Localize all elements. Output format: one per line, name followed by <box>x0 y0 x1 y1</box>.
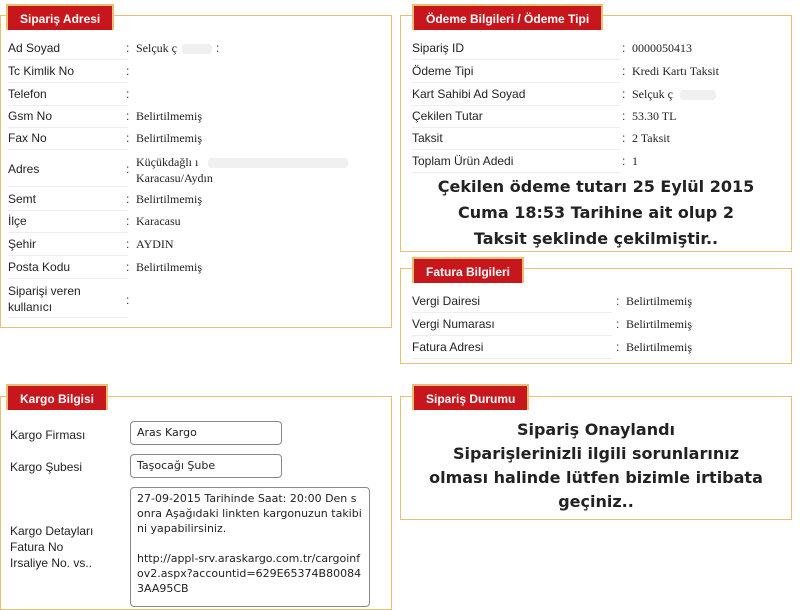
durum-message-line: olması halinde lütfen bizimle irtibata <box>429 468 763 487</box>
value-siparis-id: 0000050413 <box>632 41 692 55</box>
colon: : <box>622 41 626 55</box>
row-taksit <box>412 131 620 150</box>
value-fax: Belirtilmemiş <box>136 131 202 145</box>
row-telefon <box>8 87 128 106</box>
kargo-firmasi-field[interactable]: Aras Kargo <box>130 421 282 445</box>
label-fax: Fax No <box>8 131 47 145</box>
label-taksit: Taksit <box>412 131 443 145</box>
value-toplam-urun: 1 <box>632 154 638 168</box>
label-fatura-no: Fatura No <box>10 540 64 554</box>
colon: : <box>622 154 626 168</box>
label-siparisi-veren: Siparişi veren <box>8 284 81 298</box>
colon: : <box>126 293 130 307</box>
label-ilce: İlçe <box>8 214 27 228</box>
row-siparis-id <box>412 41 620 60</box>
siparis-durumu-message <box>402 418 790 514</box>
redacted-block <box>680 90 716 100</box>
label-fatura-adresi: Fatura Adresi <box>412 340 484 354</box>
row-kart-sahibi <box>412 87 620 106</box>
label-vergi-dairesi: Vergi Dairesi <box>412 294 481 308</box>
row-fatura-adresi <box>412 340 612 359</box>
odeme-message-line: Çekilen ödeme tutarı 25 Eylül 2015 <box>437 177 755 196</box>
row-cekilen-tutar <box>412 109 620 128</box>
row-semt <box>8 192 128 211</box>
row-toplam-urun <box>412 154 620 173</box>
row-siparisi-veren <box>8 284 128 318</box>
label-kargo-firmasi: Kargo Firması <box>10 428 86 442</box>
colon: : <box>126 162 130 176</box>
colon: : <box>622 87 626 101</box>
odeme-message-line: Taksit şeklinde çekilmiştir.. <box>473 229 719 248</box>
colon: : <box>126 131 130 145</box>
label-kullanici: kullanıcı <box>8 300 53 314</box>
label-semt: Semt <box>8 192 37 206</box>
row-vergi-numarasi <box>412 317 612 336</box>
durum-message-line: geçiniz.. <box>558 492 634 511</box>
colon: : <box>622 64 626 78</box>
row-sehir <box>8 237 128 256</box>
colon: : <box>126 64 130 78</box>
kargo-detay-textarea[interactable]: 27-09-2015 Tarihinde Saat: 20:00 Den sonra Aşağıdaki linkten kargonuzun takibini yapabilirsiniz. http://appl-srv.araskargo.com.tr/cargoinfov2.aspx?accountid=629E65374B800843AA95CB <box>130 487 370 607</box>
value-gsm: Belirtilmemiş <box>136 109 202 123</box>
siparis-durumu-title: Sipariş Durumu <box>412 384 529 410</box>
row-ilce <box>8 214 128 233</box>
row-tc-kimlik <box>8 64 128 83</box>
kargo-subesi-field[interactable]: Taşocağı Şube <box>130 454 282 478</box>
colon: : <box>616 317 620 331</box>
siparis-adresi-title: Sipariş Adresi <box>6 4 114 30</box>
label-posta-kodu: Posta Kodu <box>8 260 71 274</box>
redacted-block <box>182 44 212 54</box>
colon: : <box>126 192 130 206</box>
value-kart-sahibi: Selçuk ç <box>632 87 673 101</box>
colon: : <box>622 109 626 123</box>
label-vergi-numarasi: Vergi Numarası <box>412 317 495 331</box>
label-kargo-subesi: Kargo Şubesi <box>10 460 83 474</box>
colon: : <box>126 237 130 251</box>
label-sehir: Şehir <box>8 237 37 251</box>
value-cekilen-tutar: 53.30 TL <box>632 109 677 123</box>
value-taksit: 2 Taksit <box>632 131 670 145</box>
value-vergi-numarasi: Belirtilmemiş <box>626 317 692 331</box>
durum-message-line: Siparişlerinizli ilgili sorunlarınız <box>452 444 740 463</box>
value-ad-soyad: Selçuk ç <box>136 41 177 55</box>
colon: : <box>126 41 130 55</box>
kargo-bilgisi-title: Kargo Bilgisi <box>6 384 108 410</box>
colon: : <box>126 260 130 274</box>
fatura-bilgileri-title: Fatura Bilgileri <box>412 257 524 283</box>
value-posta-kodu: Belirtilmemiş <box>136 260 202 274</box>
odeme-bilgileri-title: Ödeme Bilgileri / Ödeme Tipi <box>412 4 603 30</box>
label-odeme-tipi: Ödeme Tipi <box>412 64 474 78</box>
value-fatura-adresi: Belirtilmemiş <box>626 340 692 354</box>
label-ad-soyad: Ad Soyad <box>8 41 61 55</box>
value-adres-line2: Karacasu/Aydın <box>136 171 213 185</box>
value-sehir: AYDIN <box>136 237 174 251</box>
colon: : <box>126 87 130 101</box>
value-adres-line1: Küçükdağlı ı <box>136 155 199 169</box>
colon: : <box>216 41 220 55</box>
row-vergi-dairesi <box>412 294 612 313</box>
row-adres <box>8 153 128 187</box>
label-telefon: Telefon <box>8 87 47 101</box>
colon: : <box>126 214 130 228</box>
durum-message-line: Sipariş Onaylandı <box>516 420 676 439</box>
row-odeme-tipi <box>412 64 620 83</box>
value-semt: Belirtilmemiş <box>136 192 202 206</box>
row-ad-soyad <box>8 41 128 60</box>
value-odeme-tipi: Kredi Kartı Taksit <box>632 64 719 78</box>
colon: : <box>616 294 620 308</box>
colon: : <box>616 340 620 354</box>
label-kart-sahibi: Kart Sahibi Ad Soyad <box>412 87 526 101</box>
label-kargo-detaylari: Kargo Detayları <box>10 524 94 538</box>
label-tc-kimlik: Tc Kimlik No <box>8 64 75 78</box>
label-toplam-urun: Toplam Ürün Adedi <box>412 154 514 168</box>
value-ilce: Karacasu <box>136 214 181 228</box>
row-posta-kodu <box>8 260 128 279</box>
label-gsm: Gsm No <box>8 109 53 123</box>
row-fax <box>8 131 128 150</box>
label-cekilen-tutar: Çekilen Tutar <box>412 109 483 123</box>
row-gsm <box>8 109 128 128</box>
odeme-message <box>402 174 790 252</box>
label-siparis-id: Sipariş ID <box>412 41 465 55</box>
colon: : <box>126 109 130 123</box>
redacted-block <box>208 158 348 168</box>
value-vergi-dairesi: Belirtilmemiş <box>626 294 692 308</box>
label-irsaliye-no: Irsaliye No. vs.. <box>10 556 93 570</box>
colon: : <box>622 131 626 145</box>
label-adres: Adres <box>8 162 40 176</box>
odeme-message-line: Cuma 18:53 Tarihine ait olup 2 <box>458 203 734 222</box>
